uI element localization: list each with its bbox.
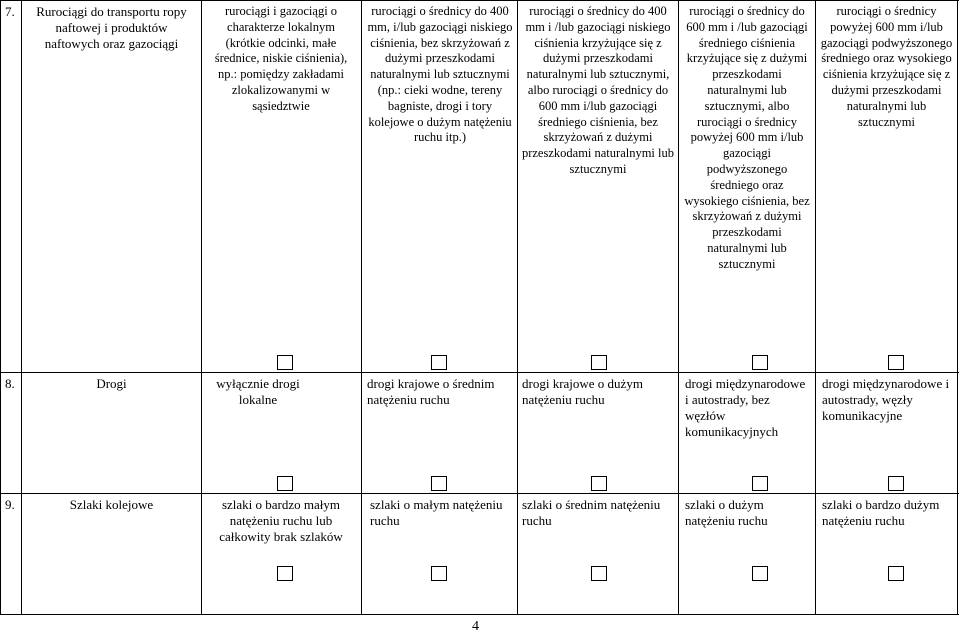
table-divider <box>0 372 959 373</box>
option-text: drogi krajowe o średnim natężeniu ruchu <box>367 376 495 407</box>
table-border <box>0 0 959 1</box>
table-border <box>0 614 959 615</box>
option-text: szlaki o dużym natężeniu ruchu <box>685 497 768 528</box>
row-category: Rurociągi do transportu ropy naftowej i produktów naftowych oraz gazociągi <box>36 4 187 51</box>
option-checkbox[interactable] <box>591 355 607 370</box>
option-text: drogi krajowe o dużym natężeniu ruchu <box>522 376 643 407</box>
table-divider <box>21 0 22 615</box>
option-text: rurociągi o średnicy do 400 mm i /lub gazociągi niskiego ciśnienia krzyżujące się z dużymi przeszkodami naturalnymi lub sztucznymi, albo rurociągi o średnicy do 600 mm i/lub gazociągi średniego ciśnienia, bez skrzyżowań z dużymi przeszkodami naturalnymi lub sztucznymi <box>521 4 675 176</box>
option-text: drogi międzynarodowe i autostrady, bez węzłów komunikacyjnych <box>685 376 806 439</box>
option-text: szlaki o bardzo dużym natężeniu ruchu <box>822 497 940 528</box>
option-checkbox[interactable] <box>888 355 904 370</box>
row-number: 8. <box>5 376 15 391</box>
option-checkbox[interactable] <box>591 476 607 491</box>
option-checkbox[interactable] <box>431 355 447 370</box>
option-checkbox[interactable] <box>277 566 293 581</box>
table-border <box>957 0 958 615</box>
option-checkbox[interactable] <box>277 476 293 491</box>
table-divider <box>0 493 959 494</box>
option-checkbox[interactable] <box>752 355 768 370</box>
option-text: rurociągi i gazociągi o charakterze lokalnym (krótkie odcinki, małe średnice, niskie ciśnienia), np.: pomiędzy zakładami zlokalizowanymi w sąsiedztwie <box>214 4 348 113</box>
option-checkbox[interactable] <box>752 476 768 491</box>
option-checkbox[interactable] <box>591 566 607 581</box>
table-divider <box>678 0 679 615</box>
option-checkbox[interactable] <box>431 476 447 491</box>
row-number: 9. <box>5 497 15 512</box>
option-text: rurociągi o średnicy do 600 mm i /lub gazociągi średniego ciśnienia krzyżujące się z dużymi przeszkodami naturalnymi lub sztucznymi, albo rurociągi o średnicy powyżej 600 mm i/lub gazociągi podwyższonego średniego oraz wysokiego ciśnienia, bez skrzyżowań z dużymi przeszkodami naturalnymi lub sztucznymi <box>684 4 810 271</box>
option-text: rurociągi o średnicy powyżej 600 mm i/lub gazociągi podwyższonego średniego oraz wysokiego ciśnienia krzyżujące się z dużymi przeszkodami naturalnymi lub sztucznymi <box>820 4 953 129</box>
row-number: 7. <box>5 4 15 19</box>
row-category: Drogi <box>96 376 127 391</box>
option-text: wyłącznie drogi lokalne <box>216 376 300 407</box>
option-text: szlaki o średnim natężeniu ruchu <box>522 497 661 528</box>
option-text: rurociągi o średnicy do 400 mm, i/lub gazociągi niskiego ciśnienia, bez skrzyżowań z dużymi przeszkodami naturalnymi lub sztucznymi (np.: cieki wodne, tereny bagniste, drogi i tory kolejowe o dużym natężeniu ruchu itp.) <box>367 4 513 145</box>
table-divider <box>201 0 202 615</box>
option-text: szlaki o małym natężeniu ruchu <box>370 497 503 528</box>
option-text: drogi międzynarodowe i autostrady, węzły komunikacyjne <box>822 376 950 423</box>
option-checkbox[interactable] <box>277 355 293 370</box>
page-number: 4 <box>472 619 479 634</box>
table-divider <box>815 0 816 615</box>
option-checkbox[interactable] <box>752 566 768 581</box>
option-checkbox[interactable] <box>431 566 447 581</box>
table-divider <box>517 0 518 615</box>
option-checkbox[interactable] <box>888 566 904 581</box>
option-checkbox[interactable] <box>888 476 904 491</box>
table-border <box>0 0 1 615</box>
row-category: Szlaki kolejowe <box>69 497 154 512</box>
table-divider <box>361 0 362 615</box>
option-text: szlaki o bardzo małym natężeniu ruchu lub całkowity brak szlaków <box>219 497 343 544</box>
